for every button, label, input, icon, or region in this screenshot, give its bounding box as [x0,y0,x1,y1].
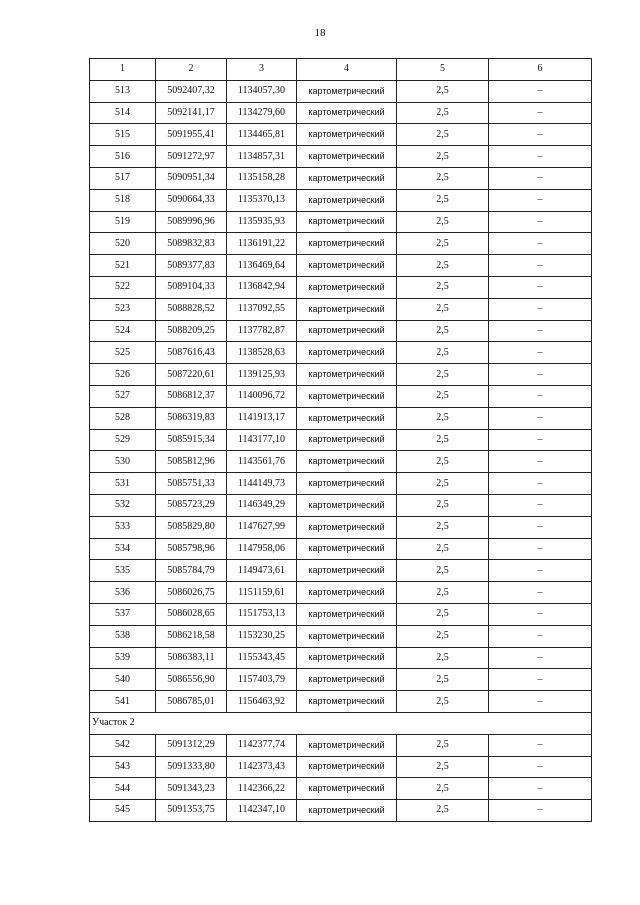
note-cell: – [489,625,592,647]
x-coordinate-cell: 5089832,83 [156,233,227,255]
table-row [90,189,592,211]
table-row [90,473,592,495]
note-cell: – [489,691,592,713]
x-coordinate-cell: 5089104,33 [156,276,227,298]
x-coordinate-cell: 5091353,75 [156,800,227,822]
y-coordinate-cell: 1136191,22 [227,233,297,255]
table-row [90,582,592,604]
table-row [90,669,592,691]
note-cell: – [489,298,592,320]
accuracy-cell: 2,5 [397,778,489,800]
accuracy-cell: 2,5 [397,516,489,538]
y-coordinate-cell: 1140096,72 [227,385,297,407]
table-row [90,102,592,124]
table-row [90,385,592,407]
x-coordinate-cell: 5089377,83 [156,255,227,277]
point-number-cell: 524 [90,320,156,342]
x-coordinate-cell: 5092141,17 [156,102,227,124]
note-cell: – [489,494,592,516]
accuracy-cell: 2,5 [397,429,489,451]
point-number-cell: 513 [90,80,156,102]
method-cell: картометрический [297,80,397,102]
point-number-cell: 516 [90,146,156,168]
method-cell: картометрический [297,582,397,604]
method-cell: картометрический [297,146,397,168]
y-coordinate-cell: 1134857,31 [227,146,297,168]
x-coordinate-cell: 5085915,34 [156,429,227,451]
point-number-cell: 529 [90,429,156,451]
y-coordinate-cell: 1157403,79 [227,669,297,691]
accuracy-cell: 2,5 [397,255,489,277]
y-coordinate-cell: 1135158,28 [227,167,297,189]
note-cell: – [489,647,592,669]
x-coordinate-cell: 5085798,96 [156,538,227,560]
y-coordinate-cell: 1143177,10 [227,429,297,451]
note-cell: – [489,189,592,211]
accuracy-cell: 2,5 [397,582,489,604]
accuracy-cell: 2,5 [397,385,489,407]
table-row [90,298,592,320]
method-cell: картометрический [297,647,397,669]
x-coordinate-cell: 5085784,79 [156,560,227,582]
point-number-cell: 525 [90,342,156,364]
method-cell: картометрический [297,603,397,625]
point-number-cell: 536 [90,582,156,604]
column-header: 3 [227,59,297,81]
note-cell: – [489,102,592,124]
x-coordinate-cell: 5086319,83 [156,407,227,429]
accuracy-cell: 2,5 [397,342,489,364]
point-number-cell: 542 [90,734,156,756]
table-row [90,276,592,298]
method-cell: картометрический [297,560,397,582]
table-row [90,691,592,713]
table-row [90,560,592,582]
accuracy-cell: 2,5 [397,146,489,168]
section-row [90,712,592,734]
method-cell: картометрический [297,255,397,277]
note-cell: – [489,255,592,277]
x-coordinate-cell: 5086383,11 [156,647,227,669]
note-cell: – [489,669,592,691]
x-coordinate-cell: 5085812,96 [156,451,227,473]
point-number-cell: 514 [90,102,156,124]
accuracy-cell: 2,5 [397,603,489,625]
accuracy-cell: 2,5 [397,800,489,822]
note-cell: – [489,778,592,800]
y-coordinate-cell: 1136842,94 [227,276,297,298]
method-cell: картометрический [297,516,397,538]
table-row [90,80,592,102]
method-cell: картометрический [297,124,397,146]
note-cell: – [489,800,592,822]
table-row [90,429,592,451]
accuracy-cell: 2,5 [397,80,489,102]
x-coordinate-cell: 5091312,29 [156,734,227,756]
note-cell: – [489,146,592,168]
method-cell: картометрический [297,364,397,386]
accuracy-cell: 2,5 [397,298,489,320]
point-number-cell: 541 [90,691,156,713]
method-cell: картометрический [297,538,397,560]
accuracy-cell: 2,5 [397,276,489,298]
y-coordinate-cell: 1138528,63 [227,342,297,364]
method-cell: картометрический [297,778,397,800]
y-coordinate-cell: 1134057,30 [227,80,297,102]
note-cell: – [489,756,592,778]
x-coordinate-cell: 5086812,37 [156,385,227,407]
method-cell: картометрический [297,494,397,516]
y-coordinate-cell: 1139125,93 [227,364,297,386]
point-number-cell: 517 [90,167,156,189]
method-cell: картометрический [297,189,397,211]
point-number-cell: 535 [90,560,156,582]
y-coordinate-cell: 1151159,61 [227,582,297,604]
note-cell: – [489,385,592,407]
table-row [90,778,592,800]
y-coordinate-cell: 1142373,43 [227,756,297,778]
point-number-cell: 523 [90,298,156,320]
x-coordinate-cell: 5086028,65 [156,603,227,625]
point-number-cell: 540 [90,669,156,691]
accuracy-cell: 2,5 [397,407,489,429]
table-row [90,320,592,342]
x-coordinate-cell: 5085723,29 [156,494,227,516]
y-coordinate-cell: 1144149,73 [227,473,297,495]
table-row [90,342,592,364]
x-coordinate-cell: 5091955,41 [156,124,227,146]
accuracy-cell: 2,5 [397,320,489,342]
note-cell: – [489,80,592,102]
method-cell: картометрический [297,734,397,756]
note-cell: – [489,342,592,364]
y-coordinate-cell: 1146349,29 [227,494,297,516]
y-coordinate-cell: 1149473,61 [227,560,297,582]
y-coordinate-cell: 1142377,74 [227,734,297,756]
x-coordinate-cell: 5085829,80 [156,516,227,538]
y-coordinate-cell: 1137782,87 [227,320,297,342]
coordinates-table [89,58,592,822]
note-cell: – [489,560,592,582]
table-row [90,255,592,277]
note-cell: – [489,582,592,604]
x-coordinate-cell: 5087220,61 [156,364,227,386]
note-cell: – [489,211,592,233]
y-coordinate-cell: 1136469,64 [227,255,297,277]
y-coordinate-cell: 1134279,60 [227,102,297,124]
accuracy-cell: 2,5 [397,124,489,146]
y-coordinate-cell: 1151753,13 [227,603,297,625]
accuracy-cell: 2,5 [397,189,489,211]
column-header: 2 [156,59,227,81]
point-number-cell: 544 [90,778,156,800]
point-number-cell: 534 [90,538,156,560]
table-row [90,734,592,756]
point-number-cell: 526 [90,364,156,386]
x-coordinate-cell: 5092407,32 [156,80,227,102]
table-header-row [90,59,592,81]
note-cell: – [489,538,592,560]
x-coordinate-cell: 5088209,25 [156,320,227,342]
method-cell: картометрический [297,342,397,364]
note-cell: – [489,429,592,451]
point-number-cell: 527 [90,385,156,407]
point-number-cell: 531 [90,473,156,495]
accuracy-cell: 2,5 [397,560,489,582]
note-cell: – [489,124,592,146]
method-cell: картометрический [297,451,397,473]
point-number-cell: 532 [90,494,156,516]
accuracy-cell: 2,5 [397,647,489,669]
method-cell: картометрический [297,167,397,189]
accuracy-cell: 2,5 [397,691,489,713]
y-coordinate-cell: 1143561,76 [227,451,297,473]
table-row [90,211,592,233]
accuracy-cell: 2,5 [397,625,489,647]
table-row [90,407,592,429]
x-coordinate-cell: 5091333,80 [156,756,227,778]
y-coordinate-cell: 1142347,10 [227,800,297,822]
method-cell: картометрический [297,691,397,713]
table-row [90,603,592,625]
column-header: 5 [397,59,489,81]
method-cell: картометрический [297,233,397,255]
point-number-cell: 519 [90,211,156,233]
accuracy-cell: 2,5 [397,167,489,189]
accuracy-cell: 2,5 [397,494,489,516]
method-cell: картометрический [297,800,397,822]
method-cell: картометрический [297,211,397,233]
note-cell: – [489,516,592,538]
note-cell: – [489,407,592,429]
column-header: 4 [297,59,397,81]
column-header: 6 [489,59,592,81]
note-cell: – [489,276,592,298]
y-coordinate-cell: 1153230,25 [227,625,297,647]
x-coordinate-cell: 5085751,33 [156,473,227,495]
method-cell: картометрический [297,320,397,342]
method-cell: картометрический [297,298,397,320]
point-number-cell: 530 [90,451,156,473]
accuracy-cell: 2,5 [397,669,489,691]
method-cell: картометрический [297,385,397,407]
note-cell: – [489,364,592,386]
table-row [90,756,592,778]
page-number: 18 [314,27,326,39]
accuracy-cell: 2,5 [397,451,489,473]
y-coordinate-cell: 1147627,99 [227,516,297,538]
note-cell: – [489,451,592,473]
point-number-cell: 528 [90,407,156,429]
y-coordinate-cell: 1135370,13 [227,189,297,211]
table-row [90,800,592,822]
y-coordinate-cell: 1147958,06 [227,538,297,560]
point-number-cell: 520 [90,233,156,255]
table-row [90,233,592,255]
note-cell: – [489,473,592,495]
table-row [90,451,592,473]
point-number-cell: 538 [90,625,156,647]
y-coordinate-cell: 1142366,22 [227,778,297,800]
x-coordinate-cell: 5090664,33 [156,189,227,211]
accuracy-cell: 2,5 [397,756,489,778]
table-row [90,647,592,669]
note-cell: – [489,233,592,255]
table-row [90,167,592,189]
x-coordinate-cell: 5086218,58 [156,625,227,647]
method-cell: картометрический [297,102,397,124]
x-coordinate-cell: 5088828,52 [156,298,227,320]
table-row [90,494,592,516]
x-coordinate-cell: 5090951,34 [156,167,227,189]
table-row [90,625,592,647]
y-coordinate-cell: 1156463,92 [227,691,297,713]
note-cell: – [489,167,592,189]
method-cell: картометрический [297,625,397,647]
y-coordinate-cell: 1134465,81 [227,124,297,146]
accuracy-cell: 2,5 [397,233,489,255]
table-row [90,124,592,146]
table-row [90,538,592,560]
x-coordinate-cell: 5087616,43 [156,342,227,364]
x-coordinate-cell: 5086785,01 [156,691,227,713]
table-row [90,516,592,538]
method-cell: картометрический [297,429,397,451]
point-number-cell: 533 [90,516,156,538]
accuracy-cell: 2,5 [397,102,489,124]
y-coordinate-cell: 1141913,17 [227,407,297,429]
accuracy-cell: 2,5 [397,538,489,560]
x-coordinate-cell: 5091272,97 [156,146,227,168]
note-cell: – [489,734,592,756]
point-number-cell: 518 [90,189,156,211]
x-coordinate-cell: 5091343,23 [156,778,227,800]
y-coordinate-cell: 1155343,45 [227,647,297,669]
point-number-cell: 515 [90,124,156,146]
point-number-cell: 539 [90,647,156,669]
y-coordinate-cell: 1137092,55 [227,298,297,320]
note-cell: – [489,320,592,342]
column-header: 1 [90,59,156,81]
table-row [90,364,592,386]
method-cell: картометрический [297,756,397,778]
x-coordinate-cell: 5086026,75 [156,582,227,604]
accuracy-cell: 2,5 [397,473,489,495]
method-cell: картометрический [297,473,397,495]
note-cell: – [489,603,592,625]
accuracy-cell: 2,5 [397,364,489,386]
accuracy-cell: 2,5 [397,734,489,756]
point-number-cell: 545 [90,800,156,822]
point-number-cell: 543 [90,756,156,778]
point-number-cell: 521 [90,255,156,277]
section-label: Участок 2 [90,712,592,734]
y-coordinate-cell: 1135935,93 [227,211,297,233]
point-number-cell: 522 [90,276,156,298]
x-coordinate-cell: 5086556,90 [156,669,227,691]
point-number-cell: 537 [90,603,156,625]
x-coordinate-cell: 5089996,96 [156,211,227,233]
table-row [90,146,592,168]
method-cell: картометрический [297,407,397,429]
accuracy-cell: 2,5 [397,211,489,233]
method-cell: картометрический [297,669,397,691]
method-cell: картометрический [297,276,397,298]
